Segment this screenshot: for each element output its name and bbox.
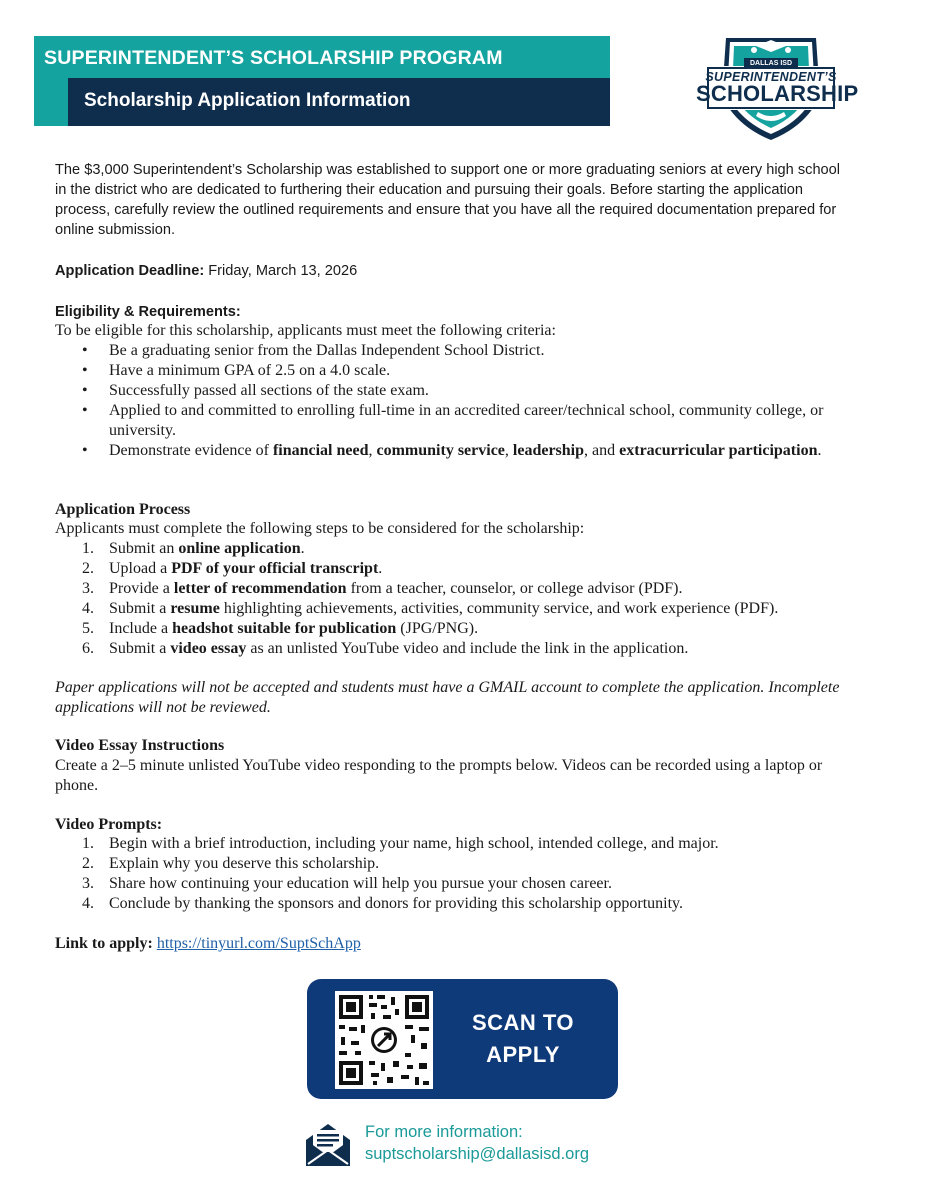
prompt-text: Explain why you deserve this scholarship. — [109, 855, 380, 872]
process-intro: Applicants must complete the following steps to be considered for the scholarship: — [55, 520, 585, 537]
step-bold: PDF of your official transcript — [171, 560, 379, 577]
list-item — [55, 894, 875, 914]
scan-to-apply-box — [307, 979, 618, 1099]
scan-line-1: SCAN TO — [471, 1010, 575, 1035]
logo-line-2: SCHOLARSHIP — [696, 81, 859, 106]
list-item — [55, 441, 835, 461]
step-bold: resume — [170, 600, 220, 617]
eligibility-heading: Eligibility & Requirements: — [55, 304, 241, 320]
step-number: 2. — [82, 560, 94, 577]
apply-label: Link to apply: — [55, 935, 153, 952]
step-number: 4. — [82, 600, 94, 617]
list-item: • Successfully passed all sections of the state exam. — [55, 381, 835, 401]
scholarship-logo — [696, 26, 859, 146]
prompt-text: Begin with a brief introduction, including your name, high school, intended college, and major. — [109, 835, 719, 852]
prompts-heading: Video Prompts: — [55, 816, 163, 833]
list-item — [55, 639, 875, 659]
list-item — [55, 619, 875, 639]
step-bold: video essay — [170, 640, 247, 657]
application-deadline — [55, 261, 357, 281]
process-steps — [55, 539, 875, 659]
contact-email[interactable]: suptscholarship@dallasisd.org — [365, 1145, 590, 1163]
video-prompts — [55, 834, 875, 914]
bullet-bold: leadership — [512, 442, 585, 459]
deadline-value: Friday, March 13, 2026 — [208, 263, 358, 279]
bullet-text: Demonstrate evidence of — [109, 442, 273, 459]
banner-navy-bar — [68, 78, 610, 126]
paper-application-note: Paper applications will not be accepted and students must have a GMAIL account to complete the application. Incomplete applications will not be reviewed. — [55, 679, 840, 716]
step-text: Submit an — [109, 540, 179, 557]
process-heading: Application Process — [55, 501, 191, 518]
video-heading: Video Essay Instructions — [55, 737, 225, 754]
step-text: Submit a — [109, 600, 171, 617]
bullet-text: . — [817, 442, 822, 459]
step-bold: letter of recommendation — [173, 580, 347, 597]
logo-line-1: SUPERINTENDENT’S — [705, 70, 837, 84]
step-bold: headshot suitable for publication — [172, 620, 397, 637]
step-text: as an unlisted YouTube video and include the link in the application. — [246, 640, 689, 657]
eligibility-intro: To be eligible for this scholarship, applicants must meet the following criteria: — [55, 322, 556, 339]
step-text: Upload a — [109, 560, 172, 577]
video-instructions: Create a 2–5 minute unlisted YouTube video responding to the prompts below. Videos can be recorded using a laptop or phone. — [55, 757, 823, 794]
mail-icon — [303, 1122, 353, 1168]
list-item: • Applied to and committed to enrolling full-time in an accredited career/technical school, community college, or university. — [55, 401, 835, 441]
apply-link-line — [55, 934, 361, 954]
list-item — [55, 854, 875, 874]
step-text: (JPG/PNG). — [396, 620, 479, 637]
prompt-number: 3. — [82, 875, 94, 892]
bullet-text: , — [368, 442, 377, 459]
qr-code[interactable] — [335, 991, 433, 1089]
more-info-label: For more information: — [365, 1123, 523, 1141]
prompt-text: Share how continuing your education will help you pursue your chosen career. — [109, 875, 612, 892]
step-text: Submit a — [109, 640, 171, 657]
step-text: . — [300, 540, 305, 557]
apply-link[interactable]: https://tinyurl.com/SuptSchApp — [156, 935, 361, 952]
step-number: 6. — [82, 640, 94, 657]
step-text: Include a — [109, 620, 173, 637]
scan-line-2: APPLY — [486, 1042, 560, 1067]
prompt-text: Conclude by thanking the sponsors and donors for providing this scholarship opportunity. — [109, 895, 684, 912]
step-text: highlighting achievements, activities, community service, and work experience (PDF). — [219, 600, 779, 617]
step-number: 1. — [82, 540, 94, 557]
qr-code-icon — [335, 991, 433, 1089]
step-number: 5. — [82, 620, 94, 637]
step-text: from a teacher, counselor, or college advisor (PDF). — [346, 580, 683, 597]
step-number: 3. — [82, 580, 94, 597]
prompt-number: 2. — [82, 855, 94, 872]
list-item — [55, 834, 875, 854]
scan-to-apply-text — [453, 1007, 593, 1071]
list-item — [55, 599, 875, 619]
list-item: • Have a minimum GPA of 2.5 on a 4.0 scale. — [55, 361, 835, 381]
list-item — [55, 559, 875, 579]
step-text: Provide a — [109, 580, 174, 597]
bullet-bold: extracurricular participation — [619, 442, 818, 459]
bullet-bold: community service — [376, 442, 505, 459]
deadline-label: Application Deadline: — [55, 263, 205, 279]
logo-district-text: DALLAS ISD — [750, 60, 792, 67]
list-item — [55, 874, 875, 894]
prompt-number: 4. — [82, 895, 94, 912]
bullet-text: , — [504, 442, 513, 459]
header-banner — [34, 36, 610, 126]
step-text: . — [378, 560, 383, 577]
bullet-text: , and — [584, 442, 620, 459]
step-bold: online application — [178, 540, 301, 557]
list-item — [55, 579, 875, 599]
bullet-bold: financial need — [272, 442, 369, 459]
page-subtitle: Scholarship Application Information — [84, 90, 411, 111]
prompt-number: 1. — [82, 835, 94, 852]
intro-paragraph: The $3,000 Superintendent’s Scholarship was established to support one or more graduating seniors at every high school in the district who are dedicated to furthering their education and pursuing their goals. Before starting the application process, carefully review the outlined requirements and ensure that you have all the required documentation prepared for online submission. — [55, 162, 841, 238]
list-item: • Be a graduating senior from the Dallas Independent School District. — [55, 341, 835, 361]
eligibility-list — [55, 341, 835, 461]
list-item — [55, 539, 875, 559]
program-title: SUPERINTENDENT’S SCHOLARSHIP PROGRAM — [44, 47, 503, 69]
